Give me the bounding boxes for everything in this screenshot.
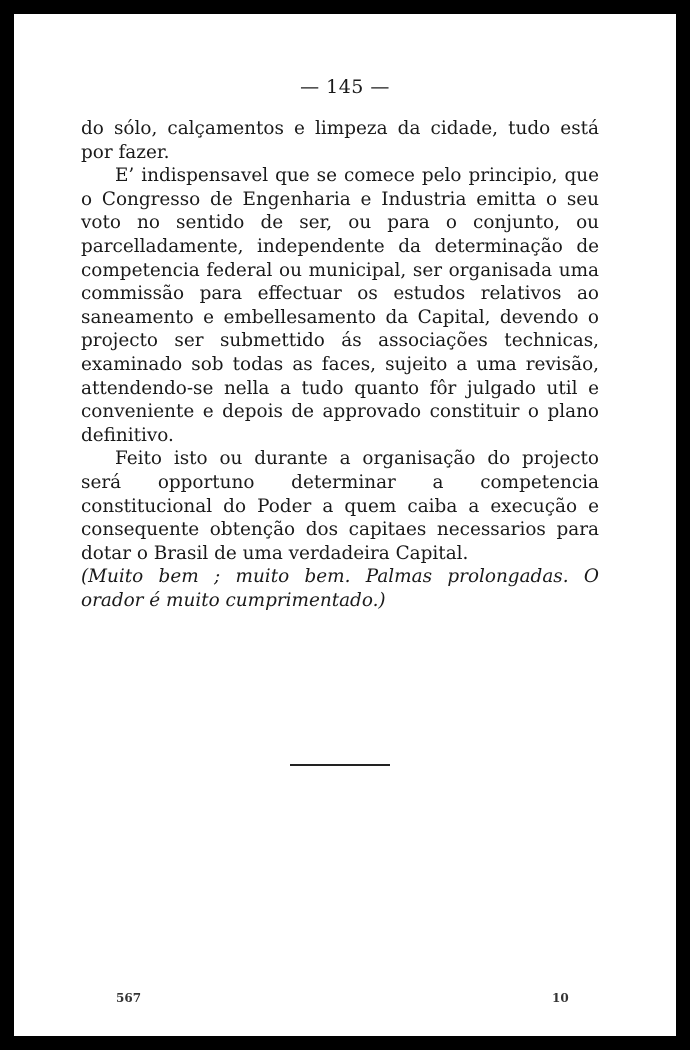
signature-mark-right: 10 xyxy=(552,991,569,1005)
page-number: — 145 — xyxy=(300,76,390,98)
paragraph-congress-proposal: E’ indispensavel que se comece pelo principio, que o Congresso de Engenharia e Industria emitta o seu voto no sentido de ser, ou para o conjunto, ou parcelladamente, independente da determinação de competencia federal ou municipal, ser organisada uma commissão para effectuar os estudos relativos ao saneamento e embellesamento da Capital, devendo o projecto ser submettido ás associações technicas, examinado sob todas as faces, sujeito a uma revisão, attendendo-se nella a tudo quanto fôr julgado util e conveniente e depois de approvado constituir o plano definitivo. xyxy=(81,165,599,446)
paragraph-continuation: do sólo, calçamentos e limpeza da cidade, tudo está por fazer. xyxy=(81,118,599,163)
signature-mark-left: 567 xyxy=(116,991,142,1005)
paragraph-capital-funding: Feito isto ou durante a organisação do projecto será opportuno determinar a competencia constitucional do Poder a quem caiba a execução e consequente obtenção dos capitaes necessarios para dotar o Brasil de uma verdadeira Capital. xyxy=(81,448,599,564)
book-page xyxy=(14,14,676,1036)
body-text xyxy=(81,117,599,612)
section-divider xyxy=(290,764,390,766)
applause-note: (Muito bem ; muito bem. Palmas prolongadas. O orador é muito cumprimentado.) xyxy=(81,566,599,611)
